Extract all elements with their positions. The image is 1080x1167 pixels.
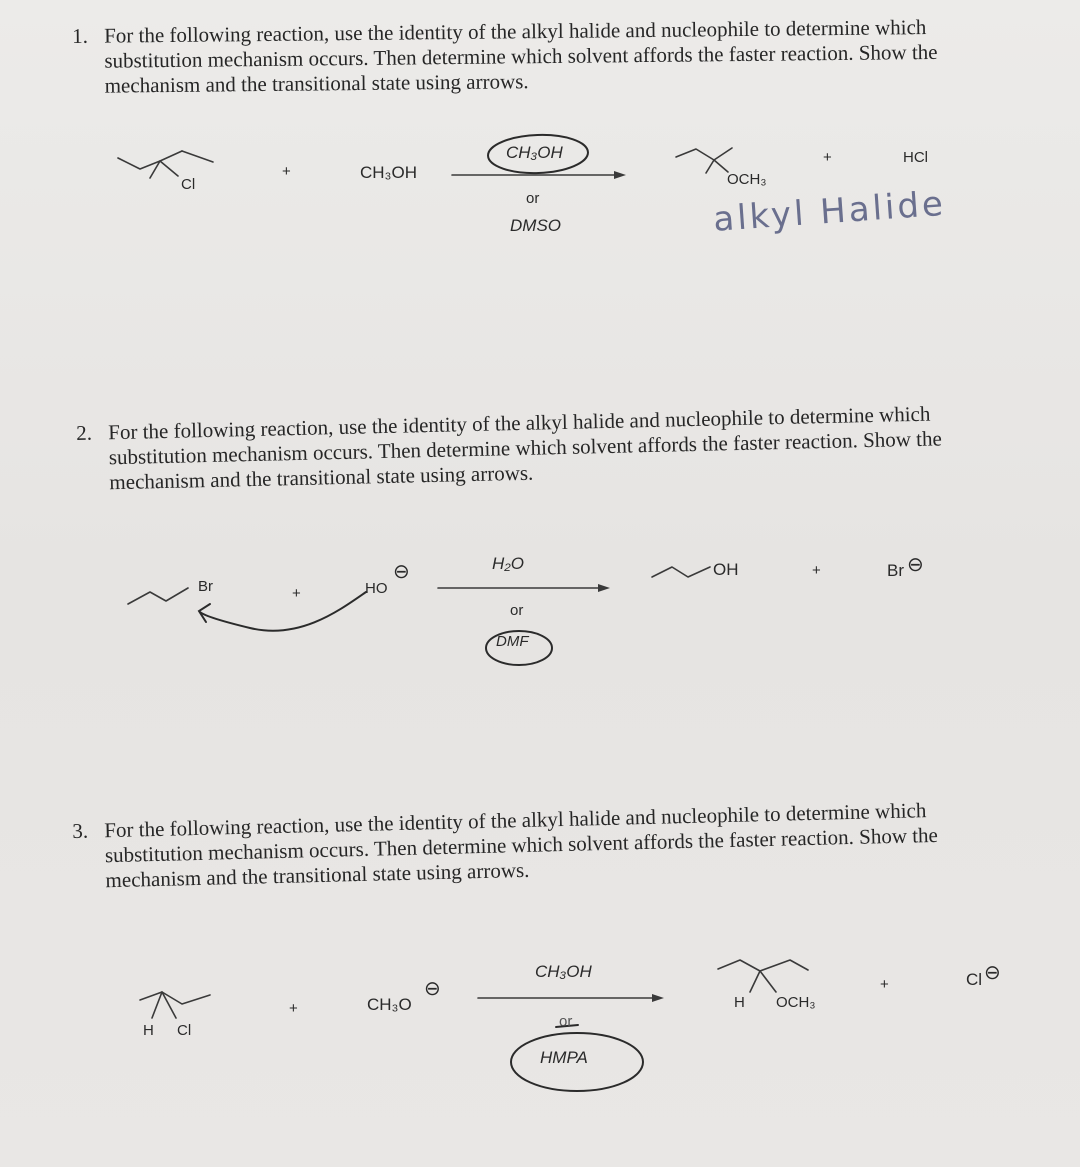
reaction-2-nucleophile: HO	[365, 580, 388, 597]
reaction-1-handwritten-note: alkyl Halide	[712, 183, 948, 240]
reaction-1-plus: +	[282, 163, 291, 180]
reaction-1-byproduct: HCl	[903, 149, 928, 166]
reaction-3-solvent-b: HMPA	[540, 1048, 588, 1067]
reaction-3-product-group: OCH₃	[776, 994, 816, 1011]
reaction-2-solvent-b: DMF	[496, 633, 529, 650]
reaction-2-substrate-skeleton	[128, 588, 188, 604]
reaction-2-arrow	[438, 584, 610, 592]
reaction-2-byproduct: Br	[887, 561, 904, 580]
reaction-2-substrate-atom: Br	[198, 578, 213, 595]
reaction-3-arrow	[478, 994, 664, 1002]
reaction-3-plus-2: +	[880, 976, 889, 993]
reaction-2-solvent-a: H₂O	[492, 554, 524, 573]
reaction-3-nucleophile-charge: ⊖	[424, 978, 441, 1000]
reaction-3-nucleophile: CH₃O	[367, 995, 412, 1014]
reaction-1-solvent-a: CH₃OH	[506, 143, 563, 162]
reaction-3-plus: +	[289, 1000, 298, 1017]
reaction-1-plus-2: +	[823, 149, 832, 166]
reaction-3-byproduct: Cl	[966, 970, 983, 989]
reaction-2-arrowhead	[199, 604, 210, 622]
reaction-2-plus: +	[292, 585, 301, 602]
question-number: 2.	[76, 420, 93, 445]
reaction-3-or: or	[559, 1013, 573, 1030]
reaction-1-substrate-atom: Cl	[181, 176, 196, 193]
reaction-3-substrate-skeleton	[140, 992, 210, 1018]
reaction-1-product-group: OCH₃	[727, 171, 767, 188]
question-prompt: For the following reaction, use the identity of the alkyl halide and nucleophile to determine which substitution mechanism occurs. Then determine which solvent affords the faster reaction. Show the mechanism and the transitional state using arrows.	[103, 798, 939, 893]
reaction-2-plus-2: +	[812, 562, 821, 579]
reaction-2-or: or	[510, 602, 524, 619]
reaction-2-curved-arrow	[200, 592, 366, 631]
question-prompt: For the following reaction, use the identity of the alkyl halide and nucleophile to determine which substitution mechanism occurs. Then determine which solvent affords the faster reaction. Show the mechanism and the transitional state using arrows.	[107, 401, 943, 495]
question-number: 3.	[72, 818, 89, 843]
reaction-2-byproduct-charge: ⊖	[907, 554, 924, 576]
reaction-3-substrate-atom: Cl	[177, 1022, 192, 1039]
reaction-2-product-group: OH	[713, 560, 739, 579]
question-number: 1.	[72, 23, 89, 48]
reaction-2-product-skeleton	[652, 567, 710, 577]
reaction-1-or: or	[526, 190, 540, 207]
question-prompt: For the following reaction, use the identity of the alkyl halide and nucleophile to determine which substitution mechanism occurs. Then determine which solvent affords the faster reaction. Show the mechanism and the transitional state using arrows.	[103, 15, 938, 98]
reaction-3-byproduct-charge: ⊖	[984, 962, 1001, 984]
reaction-1-substrate-skeleton	[118, 151, 213, 178]
reaction-3-product-h: H	[734, 994, 745, 1011]
reaction-3-product-skeleton	[718, 960, 808, 992]
reaction-2-nucleophile-charge: ⊖	[393, 561, 410, 583]
reaction-1-nucleophile: CH₃OH	[360, 163, 417, 182]
reaction-3-solvent-a: CH₃OH	[535, 962, 592, 981]
reaction-1-product-skeleton	[676, 148, 732, 173]
reaction-3-substrate-h: H	[143, 1022, 154, 1039]
reaction-1-solvent-b: DMSO	[510, 216, 561, 235]
